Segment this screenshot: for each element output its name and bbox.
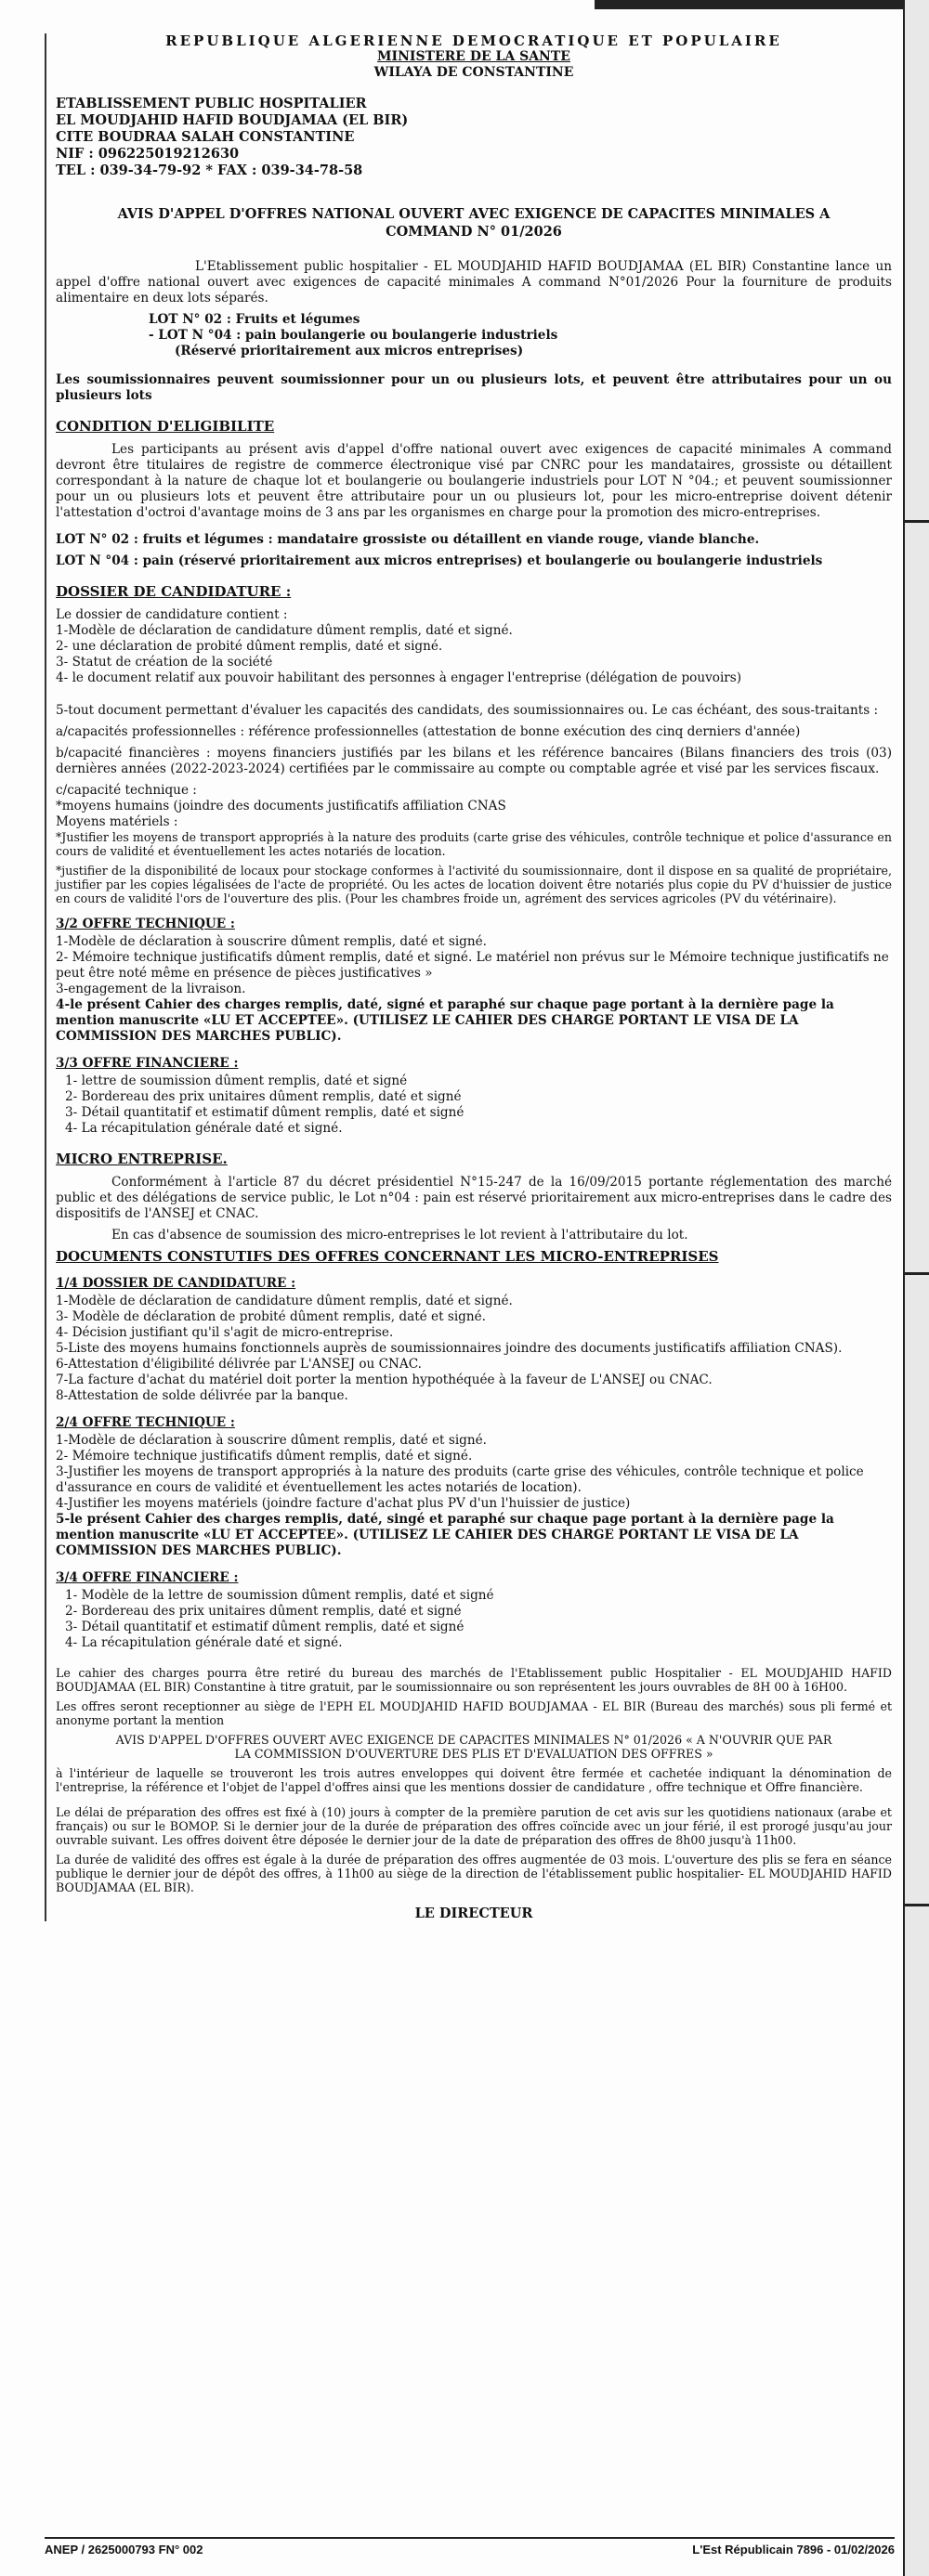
capacity-paragraph: a/capacités professionnelles : référence professionnelles (attestation de bonne exécution des cinq derniers d'année) [56,724,801,739]
top-edge-strip [595,0,929,9]
list-item: 3-engagement de la livraison. [56,982,246,996]
closing-paragraph: Le délai de préparation des offres est fixé à (10) jours à compter de la première parution de cet avis sur les quotidiens nationaux (arabe et français) ou sur le BOMOP. Si le dernier jour de la durée de préparation des offres coïncide avec un jour férié, il est prorogé jusqu'au jour ouvrable suivant. Les offres doivent être déposée le dernier jour de la date de préparation des offres de 8h00 jusqu'à 11h00. [56,1805,892,1847]
intro-paragraph: L'Etablissement public hospitalier - EL MOUDJAHID HAFID BOUDJAMAA (EL BIR) Constantine lance un appel d'offre national ouvert avec exigences de capacité minimales A command N°01/2026 Pour la fourniture de produits alimentaire en deux lots séparés. [56,259,892,306]
issuer-line: ETABLISSEMENT PUBLIC HOSPITALIER [56,96,367,111]
list-item: 2- Mémoire technique justificatifs dûment remplis, daté et signé. Le matériel non prévus sur le Mémoire technique justificatifs ne peut être noté même en présence de pièces justificatives » [56,950,889,981]
subsection-title: 1/4 DOSSIER DE CANDIDATURE : [56,1276,296,1291]
micro-paragraph: Conformément à l'article 87 du décret présidentiel N°15-247 de la 16/09/2015 portante réglementation des marché public et des délégations de service public, le Lot n°04 : pain est réservé prioritairement aux micro-entreprises dans le cadre des dispositifs de l'ANSEJ et CNAC. [56,1175,892,1221]
list-item: 4- le document relatif aux pouvoir habilitant des personnes à engager l'entreprise (délégation de pouvoirs) [56,670,742,685]
list-item: 1- Modèle de la lettre de soumission dûment remplis, daté et signé [65,1588,494,1603]
capacity-paragraph: 5-tout document permettant d'évaluer les capacités des candidats, des soumissionnaires ou. Le cas échéant, des sous-traitants : [56,703,879,718]
section-title: CONDITION D'ELIGIBILITE [56,418,275,435]
list-item: 3- Modèle de déclaration de probité dûment remplis, daté et signé. [56,1309,486,1324]
list-item: 5-Liste des moyens humains fonctionnels auprès de soumissionnaires joindre des documents justificatifs affiliation CNAS). [56,1341,843,1356]
list-item: 6-Attestation d'éligibilité délivrée par L'ANSEJ ou CNAC. [56,1357,422,1372]
footer-reference: ANEP / 2625000793 FN° 002 [45,2543,203,2556]
issuer-block [56,96,892,179]
list-item: 2- Bordereau des prix unitaires dûment remplis, daté et signé [65,1089,462,1104]
list-item: 1-Modèle de déclaration à souscrire dûment remplis, daté et signé. [56,1433,487,1448]
issuer-line: CITE BOUDRAA SALAH CONSTANTINE [56,129,355,145]
page-footer [45,2537,895,2556]
ministry-header: MINISTERE DE LA SANTE [377,49,570,64]
eligibility-lot: LOT N° 02 : fruits et légumes : mandataire grossiste ou détaillent en viande rouge, viande blanche. [56,532,760,547]
lot-line: (Réservé prioritairement aux micros entreprises) [175,344,524,358]
capacity-paragraph: *moyens humains (joindre des documents justificatifs affiliation CNAS [56,799,506,813]
list-item: 1-Modèle de déclaration à souscrire dûment remplis, daté et signé. [56,934,487,949]
capacity-paragraph: c/capacité technique : [56,783,197,798]
eligibility-paragraph: Les participants au présent avis d'appel d'offre national ouvert avec exigences de capacité minimales A command devront être titulaires de registre de commerce électronique visé par CNRC pour les mandataires, grossiste ou détaillent correspondant à la nature de chaque lot et boulangerie ou boulangerie industriels pour LOT N °04.; et peuvent soumissionner pour un ou plusieurs lots et peuvent être attributaire pour un ou plusieurs lot, pour les micro-entreprise doivent détenir l'attestation d'octroi d'avantage moins de 3 ans par les organismes en charge pour la promotion des micro-entreprises. [56,442,892,520]
list-item: 2- Mémoire technique justificatifs dûment remplis, daté et signé. [56,1449,473,1464]
list-item: 2- Bordereau des prix unitaires dûment remplis, daté et signé [65,1604,462,1619]
tender-notice [45,33,892,1921]
list-item: 2- une déclaration de probité dûment remplis, daté et signé. [56,639,443,654]
closing-paragraph: Les offres seront receptionner au siège de l'EPH EL MOUDJAHID HAFID BOUDJAMAA - EL BIR (Bureau des marchés) sous pli fermé et anonyme portant la mention [56,1699,892,1727]
closing-paragraph: à l'intérieur de laquelle se trouveront les trois autres enveloppes qui doivent être fermée et cachetée indiquant la dénomination de l'entreprise, la référence et l'objet de l'appel d'offres ainsi que les mentions dossier de candidature , offre technique et Offre financière. [56,1766,892,1794]
closing-paragraph: Le cahier des charges pourra être retiré du bureau des marchés de l'Etablissement public Hospitalier - EL MOUDJAHID HAFID BOUDJAMAA (EL BIR) Constantine à titre gratuit, par le soumissionnaire ou son représentent les jours ouvrables de 8H 00 à 16H00. [56,1666,892,1694]
list-item: 4-Justifier les moyens matériels (joindre facture d'achat plus PV d'un l'huissier de justice) [56,1496,631,1511]
list-item: 4- La récapitulation générale daté et signé. [65,1121,343,1136]
list-item: 3- Détail quantitatif et estimatif dûment remplis, daté et signé [65,1105,464,1120]
micro-paragraph: En cas d'absence de soumission des micro-entreprises le lot revient à l'attributaire du lot. [111,1228,688,1242]
section-title: DOCUMENTS CONSTUTIFS DES OFFRES CONCERNANT LES MICRO-ENTREPRISES [56,1248,719,1265]
lot-line: - LOT N °04 : pain boulangerie ou boulangerie industriels [149,328,558,343]
list-item: 7-La facture d'achat du matériel doit porter la mention hypothéquée à la faveur de L'ANSEJ ou CNAC. [56,1373,713,1387]
capacity-paragraph: *Justifier les moyens de transport appropriés à la nature des produits (carte grise des véhicules, contrôle technique et police d'assurance en cours de validité et éventuellement les actes notariés de location. [56,830,892,858]
issuer-line: EL MOUDJAHID HAFID BOUDJAMAA (EL BIR) [56,112,409,128]
notice-title: AVIS D'APPEL D'OFFRES NATIONAL OUVERT AVEC EXIGENCE DE CAPACITES MINIMALES A COMMAND N° 01/2026 [117,206,831,240]
adjacent-column-edge [903,0,929,2576]
list-item: Le dossier de candidature contient : [56,607,288,622]
list-item: 3- Statut de création de la société [56,655,273,670]
issuer-tel: TEL : 039-34-79-92 * FAX : 039-34-78-58 [56,163,363,178]
closing-envelope-mention: AVIS D'APPEL D'OFFRES OUVERT AVEC EXIGENCE DE CAPACITES MINIMALES N° 01/2026 « A N'OUVRIR QUE PAR LA COMMISSION D'OUVERTURE DES PLIS ET D'EVALUATION DES OFFRES » [115,1733,832,1761]
issuer-nif: NIF : 096225019212630 [56,146,240,162]
subsection-title: 3/3 OFFRE FINANCIERE : [56,1056,239,1071]
capacity-paragraph: *justifier de la disponibilité de locaux pour stockage conformes à l'activité du soumissionnaire, dont il dispose en sa qualité de propriétaire, justifier par les copies légalisées de l'acte de propriété. Ou les actes de location doivent être notariés plus copie du PV d'huissier de justice en cours de validité l'ors de l'ouverture des plis. (Pour les chambres froide un, agrément des services agricoles (PV du vétérinaire). [56,864,892,905]
list-item: 4-le présent Cahier des charges remplis, daté, signé et paraphé sur chaque page portant à la dernière page la mention manuscrite «LU ET ACCEPTEE». (UTILISEZ LE CAHIER DES CHARGE PORTANT LE VISA DE LA COMMISSION DES MARCHES PUBLIC). [56,997,834,1044]
list-item: 1-Modèle de déclaration de candidature dûment remplis, daté et signé. [56,1294,513,1308]
subsection-title: 3/4 OFFRE FINANCIERE : [56,1570,239,1585]
footer-publication: L'Est Républicain 7896 - 01/02/2026 [692,2543,895,2556]
list-item: 8-Attestation de solde délivrée par la banque. [56,1388,348,1403]
list-item: 3-Justifier les moyens de transport appropriés à la nature des produits (carte grise des véhicules, contrôle technique et police d'assurance en cours de validité et éventuellement les actes notariés de location). [56,1464,864,1495]
capacity-paragraph: Moyens matériels : [56,814,178,829]
list-item: 3- Détail quantitatif et estimatif dûment remplis, daté et signé [65,1620,464,1634]
list-item: 1-Modèle de déclaration de candidature dûment remplis, daté et signé. [56,623,513,638]
list-item: 4- La récapitulation générale daté et signé. [65,1635,343,1650]
section-title: MICRO ENTREPRISE. [56,1151,228,1167]
subsection-title: 3/2 OFFRE TECHNIQUE : [56,917,235,931]
republic-header: REPUBLIQUE ALGERIENNE DEMOCRATIQUE ET POPULAIRE [165,33,782,49]
list-item: 4- Décision justifiant qu'il s'agit de micro-entreprise. [56,1325,394,1340]
subsection-title: 2/4 OFFRE TECHNIQUE : [56,1415,235,1430]
capacity-paragraph: b/capacité financières : moyens financiers justifiés par les bilans et les référence bancaires (Bilans financiers des trois (03) dernières années (2022-2023-2024) certifiées par le commissaire au compte ou comptable agrée et visé par les services fiscaux. [56,746,892,776]
list-item: 1- lettre de soumission dûment remplis, daté et signé [65,1073,408,1088]
list-item: 5-le présent Cahier des charges remplis, daté, singé et paraphé sur chaque page portant à la dernière page la mention manuscrite «LU ET ACCEPTEE». (UTILISEZ LE CAHIER DES CHARGE PORTANT LE VISA DE LA COMMISSION DES MARCHES PUBLIC). [56,1512,834,1558]
section-title: DOSSIER DE CANDIDATURE : [56,583,292,600]
wilaya-header: WILAYA DE CONSTANTINE [373,65,574,80]
closing-paragraph: La durée de validité des offres est égale à la durée de préparation des offres augmentée de 03 mois. L'ouverture des plis se fera en séance publique le dernier jour de dépôt des offres, à 11h00 au siège de la direction de l'établissement public hospitalier- EL MOUDJAHID HAFID BOUDJAMAA (EL BIR). [56,1853,892,1894]
eligibility-lot: LOT N °04 : pain (réservé prioritairement aux micros entreprises) et boulangerie ou boulangerie industriels [56,553,823,568]
lot-line: LOT N° 02 : Fruits et légumes [149,312,360,327]
soumission-note: Les soumissionnaires peuvent soumissionner pour un ou plusieurs lots, et peuvent être attributaires pour un ou plusieurs lots [56,372,892,403]
director-signature: LE DIRECTEUR [414,1906,533,1921]
